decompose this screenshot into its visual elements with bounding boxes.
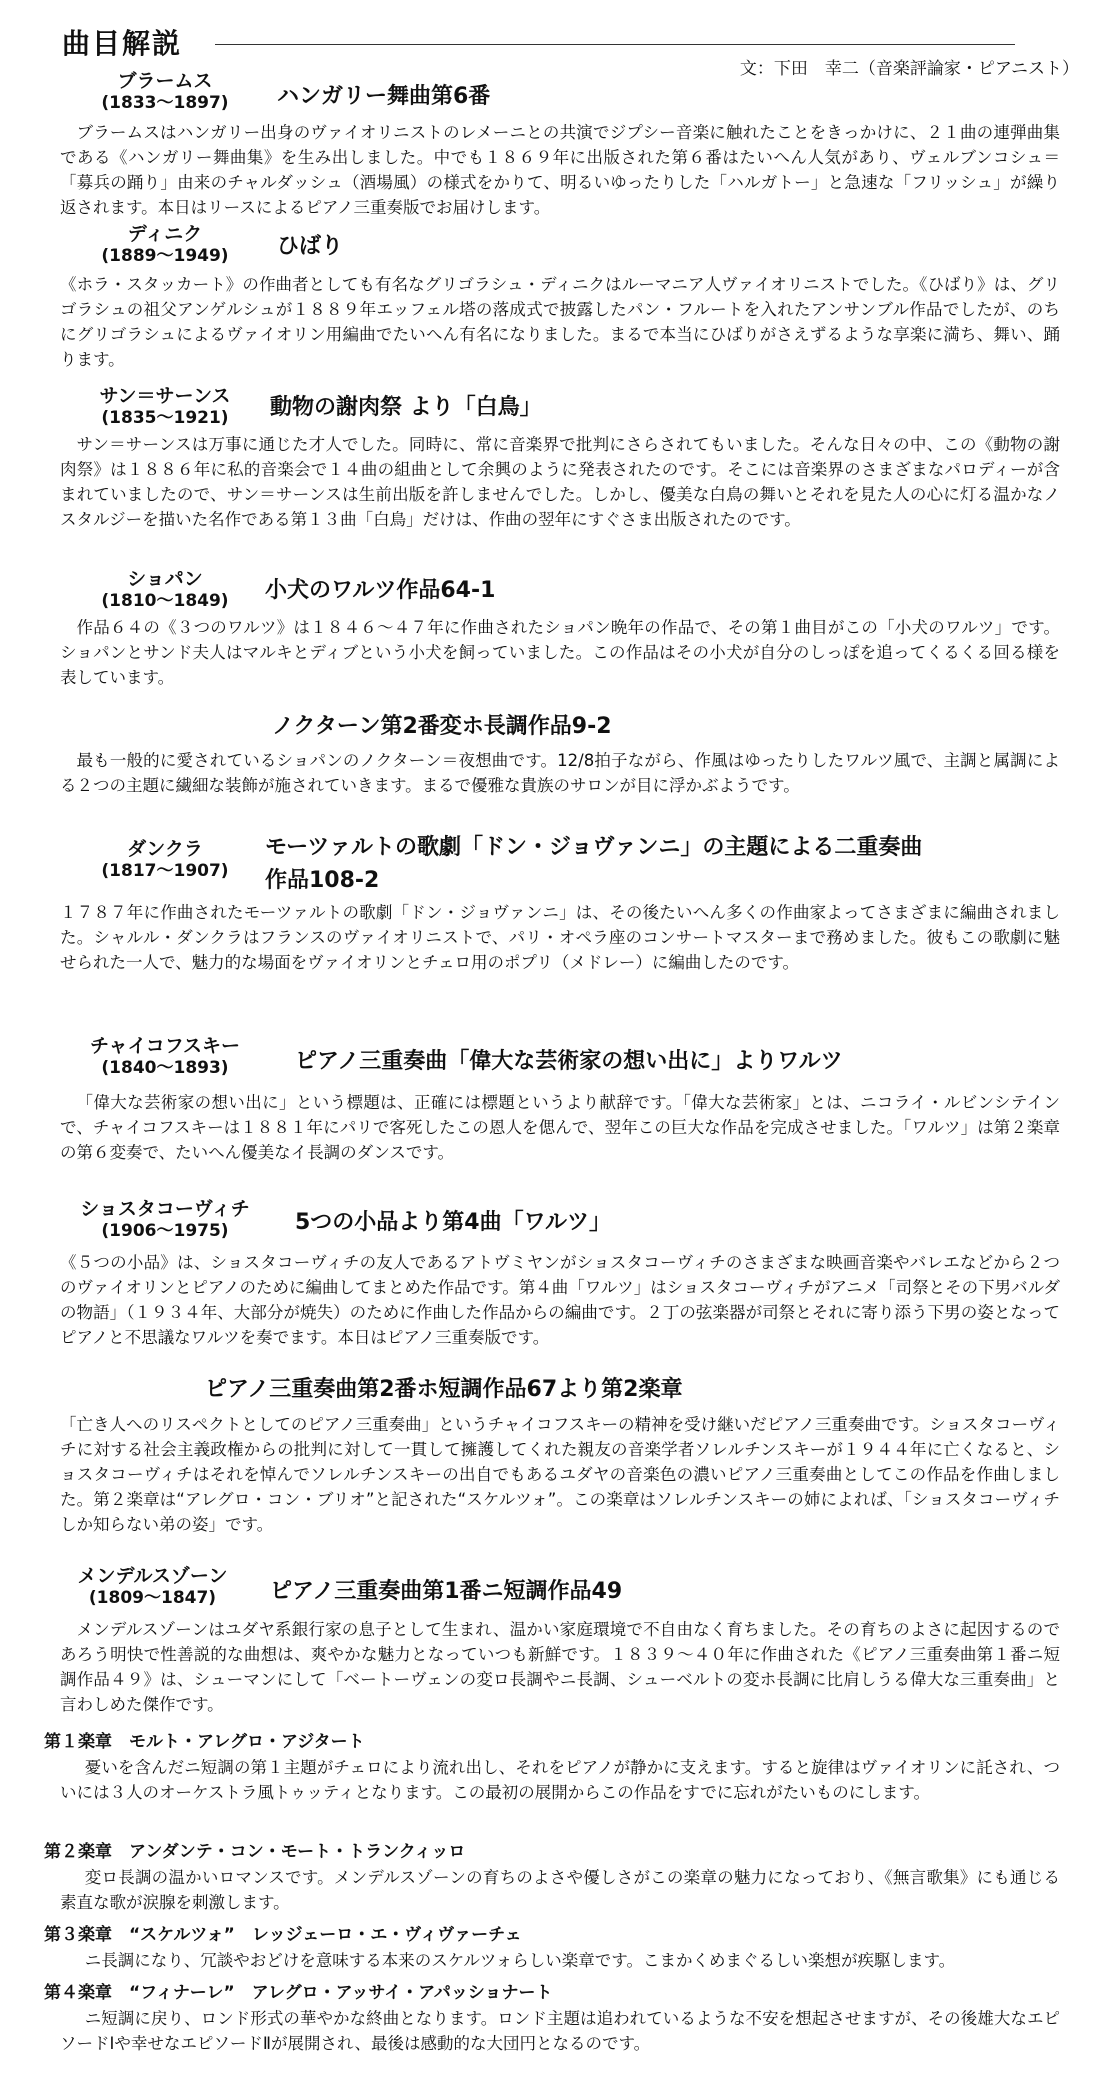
composer-years: (1833〜1897) xyxy=(101,92,229,113)
composer-shostakovich xyxy=(60,1198,270,1241)
movement-1-heading: 第１楽章 モルト・アレグロ・アジタート xyxy=(44,1732,365,1752)
movement-2-heading: 第２楽章 アンダンテ・コン・モート・トランクィッロ xyxy=(44,1842,466,1862)
composer-years: (1906〜1975) xyxy=(101,1220,229,1241)
composer-name: ディニク xyxy=(127,223,203,245)
movement-4-description: ニ短調に戻り、ロンド形式の華やかな終曲となります。ロンド主題は追われているような不安を想起させますが、その後雄大なエピソードⅠや幸せなエピソードⅡが展開され、最後は感動的な大団円となるのです。 xyxy=(60,2009,1060,2054)
composer-name: メンデルスゾーン xyxy=(77,1565,228,1587)
piece-title-mendelssohn-trio: ピアノ三重奏曲第1番ニ短調作品49 xyxy=(270,1579,623,1604)
piece-title-shostakovich-waltz: 5つの小品より第4曲「ワルツ」 xyxy=(295,1210,611,1235)
composer-saint-saens xyxy=(70,385,260,428)
piece-description-mendelssohn-trio: メンデルスゾーンはユダヤ系銀行家の息子として生まれ、温かい家庭環境で不自由なく育ちました。その育ちのよさに起因するのであろう明快で性善説的な曲想は、爽やかな魅力となっていつも新鮮です。１８３９〜４０年に作曲された《ピアノ三重奏曲第１番ニ短調作品４９》は、シューマンにして「ベートーヴェンの変ロ長調やニ長調、シューベルトの変ホ長調に比肩しうる偉大な三重奏曲」と言わしめた傑作です。 xyxy=(60,1620,1060,1715)
composer-name: ショスタコーヴィチ xyxy=(80,1198,250,1220)
piece-description-shostakovich-trio: 「亡き人へのリスペクトとしてのピアノ三重奏曲」というチャイコフスキーの精神を受け継いだピアノ三重奏曲です。ショスタコーヴィチに対する社会主義政権からの批判に対して一貫して擁護してくれた親友の音楽学者ソレルチンスキーが１９４４年に亡くなると、ショスタコーヴィチはそれを悼んでソレルチンスキーの出自でもあるユダヤの音楽色の濃いピアノ三重奏曲としてこの作品を作曲しました。第２楽章は“アレグロ・コン・ブリオ”と記された“スケルツォ”。この楽章はソレルチンスキーの姉によれば、「ショスタコーヴィチしか知らない弟の姿」です。 xyxy=(60,1415,1060,1535)
piece-title-don-giovanni-duo-opus: 作品108-2 xyxy=(265,868,380,893)
piece-title-lark: ひばり xyxy=(277,234,344,259)
movement-1-description: 憂いを含んだニ短調の第１主題がチェロにより流れ出し、それをピアノが静かに支えます。すると旋律はヴァイオリンに託され、ついには３人のオーケストラ風トゥッティとなります。この最初の展開からこの作品をすでに忘れがたいものにします。 xyxy=(60,1758,1060,1803)
composer-brahms xyxy=(80,70,250,113)
piece-title-hungarian-dance: ハンガリー舞曲第6番 xyxy=(277,84,491,109)
composer-years: (1809〜1847) xyxy=(88,1587,217,1608)
piece-title-nocturne: ノクターン第2番変ホ長調作品9-2 xyxy=(272,714,612,739)
movement-4-heading: 第４楽章 “フィナーレ” アレグロ・アッサイ・アパッショナート xyxy=(44,1983,553,2003)
piece-description-hungarian-dance: ブラームスはハンガリー出身のヴァイオリニストのレメーニとの共演でジプシー音楽に触れたことをきっかけに、２１曲の連弾曲集である《ハンガリー舞曲集》を生み出しました。中でも１８６９年に出版された第６番はたいへん人気があり、ヴェルブンコシュ＝「募兵の踊り」由来のチャルダッシュ（酒場風）の様式をかりて、明るいゆったりした「ハルガトー」と急速な「フリッシュ」が繰り返されます。本日はリースによるピアノ三重奏版でお届けします。 xyxy=(60,123,1060,218)
composer-years: (1840〜1893) xyxy=(101,1057,229,1078)
piece-description-tchaikovsky-waltz: 「偉大な芸術家の想い出に」という標題は、正確には標題というより献辞です。「偉大な芸術家」とは、ニコライ・ルビンシテインで、チャイコフスキーは１８８１年にパリで客死したこの恩人を偲んで、翌年この巨大な作品を完成させました。「ワルツ」は第２楽章の第６変奏で、たいへん優美なイ長調のダンスです。 xyxy=(60,1093,1060,1163)
composer-mendelssohn xyxy=(45,1565,260,1608)
movement-3-heading: 第３楽章 “スケルツォ” レッジェーロ・エ・ヴィヴァーチェ xyxy=(44,1925,522,1945)
composer-years: (1835〜1921) xyxy=(101,407,229,428)
composer-tchaikovsky xyxy=(65,1035,265,1078)
composer-chopin xyxy=(70,568,260,611)
movement-2-description: 変ロ長調の温かいロマンスです。メンデルスゾーンの育ちのよさや優しさがこの楽章の魅力になっており、《無言歌集》にも通じる素直な歌が涙腺を刺激します。 xyxy=(60,1868,1060,1913)
composer-years: (1889〜1949) xyxy=(101,245,229,266)
piece-title-minute-waltz: 小犬のワルツ作品64-1 xyxy=(265,578,496,603)
page-title: 曲目解説 xyxy=(62,27,183,60)
piece-title-don-giovanni-duo: モーツァルトの歌劇「ドン・ジョヴァンニ」の主題による二重奏曲 xyxy=(265,835,923,860)
composer-years: (1817〜1907) xyxy=(101,860,229,881)
movement-3-description: ニ長調になり、冗談やおどけを意味する本来のスケルツォらしい楽章です。こまかくめまぐるしい楽想が疾駆します。 xyxy=(84,1951,956,1970)
composer-name: チャイコフスキー xyxy=(90,1035,240,1057)
piece-description-don-giovanni-duo: １７８７年に作曲されたモーツァルトの歌劇「ドン・ジョヴァンニ」は、その後たいへん多くの作曲家よってさまざまに編曲されました。シャルル・ダンクラはフランスのヴァイオリニストで、パリ・オペラ座のコンサートマスターまで務めました。彼もこの歌劇に魅せられた一人で、魅力的な場面をヴァイオリンとチェロ用のポプリ（メドレー）に編曲したのです。 xyxy=(60,903,1060,973)
piece-description-swan: サン＝サーンスは万事に通じた才人でした。同時に、常に音楽界で批判にさらされてもいました。そんな日々の中、この《動物の謝肉祭》は１８８６年に私的音楽会で１４曲の組曲として余興のように発表されたのです。そこには音楽界のさまざまなパロディーが含まれていましたので、サン＝サーンスは生前出版を許しませんでした。しかし、優美な白鳥の舞いとそれを見た人の心に灯る温かなノスタルジーを描いた名作である第１３曲「白鳥」だけは、作曲の翌年にすぐさま出版されたのです。 xyxy=(60,435,1060,530)
piece-description-minute-waltz: 作品６４の《３つのワルツ》は１８４６〜４７年に作曲されたショパン晩年の作品で、その第１曲目がこの「小犬のワルツ」です。ショパンとサンド夫人はマルキとディブという小犬を飼っていました。この作品はその小犬が自分のしっぽを追ってくるくる回る様を表しています。 xyxy=(60,618,1060,688)
piece-description-shostakovich-waltz: 《５つの小品》は、ショスタコーヴィチの友人であるアトヴミヤンがショスタコーヴィチのさまざまな映画音楽やバレエなどから２つのヴァイオリンとピアノのために編曲してまとめた作品です。第４曲「ワルツ」はショスタコーヴィチがアニメ「司祭とその下男バルダの物語」（１９３４年、大部分が焼失）のために作曲した作品からの編曲です。２丁の弦楽器が司祭とそれに寄り添う下男の姿となってピアノと不思議なワルツを奏でます。本日はピアノ三重奏版です。 xyxy=(60,1253,1060,1348)
piece-title-tchaikovsky-waltz: ピアノ三重奏曲「偉大な芸術家の想い出に」よりワルツ xyxy=(295,1049,843,1074)
composer-name: サン＝サーンス xyxy=(99,385,231,407)
header-rule xyxy=(215,44,1015,45)
composer-dinicu xyxy=(80,223,250,266)
composer-name: ブラームス xyxy=(117,70,213,92)
composer-name: ダンクラ xyxy=(127,838,203,860)
composer-dancla xyxy=(70,838,260,881)
piece-description-nocturne: 最も一般的に愛されているショパンのノクターン＝夜想曲です。12/8拍子ながら、作風はゆったりしたワルツ風で、主調と属調による２つの主題に繊細な装飾が施されていきます。まるで優雅な貴族のサロンが目に浮かぶようです。 xyxy=(60,751,1060,796)
composer-years: (1810〜1849) xyxy=(101,590,229,611)
author-credit: 文：下田 幸二（音楽評論家・ピアニスト） xyxy=(739,59,1079,79)
piece-title-swan: 動物の謝肉祭 より「白鳥」 xyxy=(270,395,542,420)
piece-description-lark: 《ホラ・スタッカート》の作曲者としても有名なグリゴラシュ・ディニクはルーマニア人ヴァイオリニストでした。《ひばり》は、グリゴラシュの祖父アンゲルシュが１８８９年エッフェル塔の落成式で披露したパン・フルートを入れたアンサンブル作品でしたが、のちにグリゴラシュによるヴァイオリン用編曲でたいへん有名になりました。まるで本当にひばりがさえずるような享楽に満ち、舞い、踊ります。 xyxy=(60,275,1060,370)
piece-title-shostakovich-trio: ピアノ三重奏曲第2番ホ短調作品67より第2楽章 xyxy=(205,1377,683,1402)
composer-name: ショパン xyxy=(127,568,203,590)
